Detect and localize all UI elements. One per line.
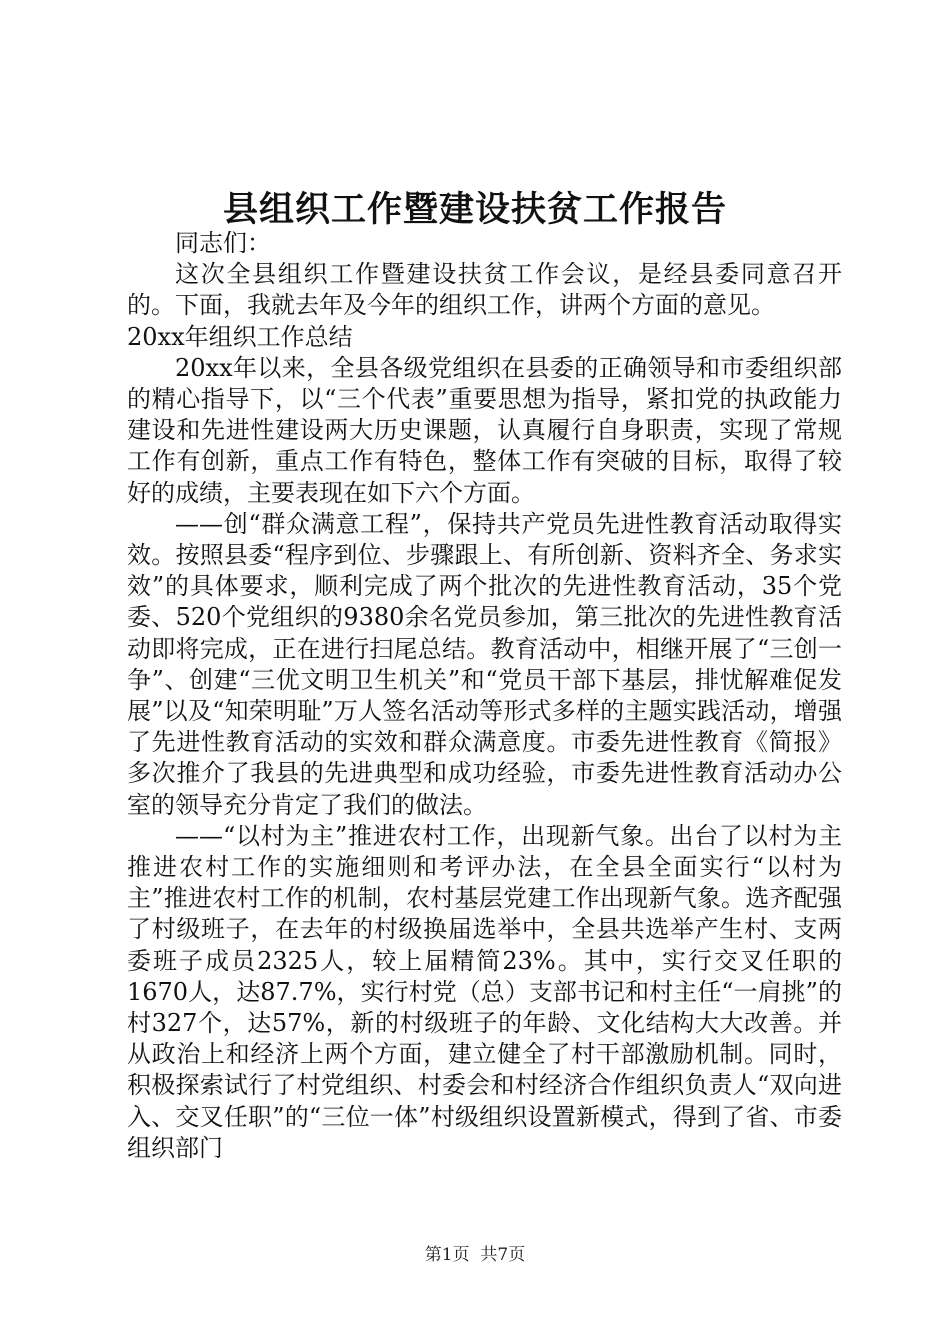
village-work-paragraph: ——“以村为主”推进农村工作，出现新气象。出台了以村为主推进农村工作的实施细则和考评办法，在全县全面实行“以村为主”推进农村工作的机制，农村基层党建工作出现新气象。选齐配强了村级班子，在去年的村级换届选举中，全县共选举产生村、支两委班子成员2325人，较上届精简23%。其中，实行交叉任职的1670人，达87.7%，实行村党（总）支部书记和村主任“一肩挑”的村327个，达57%，新的村级班子的年龄、文化结构大大改善。并从政治上和经济上两个方面，建立健全了村干部激励机制。同时，积极探索试行了村党组织、村委会和村经济合作组织负责人“双向进入、交叉任职”的“三位一体”村级组织设置新模式，得到了省、市委组织部门 [127,821,842,1162]
education-activity-paragraph: ——创“群众满意工程”，保持共产党员先进性教育活动取得实效。按照县委“程序到位、步骤跟上、有所创新、资料齐全、务求实效”的具体要求，顺利完成了两个批次的先进性教育活动，35个党委、520个党组织的9380余名党员参加，第三批次的先进性教育活动即将完成，正在进行扫尾总结。教育活动中，相继开展了“三创一争”、创建“三优文明卫生机关”和“党员干部下基层，排忧解难促发展”以及“知荣明耻”万人签名活动等形式多样的主题实践活动，增强了先进性教育活动的实效和群众满意度。市委先进性教育《简报》多次推介了我县的先进典型和成功经验，市委先进性教育活动办公室的领导充分肯定了我们的做法。 [127,509,842,819]
document-title: 县组织工作暨建设扶贫工作报告 [222,189,727,230]
page-footer [0,1240,950,1270]
salutation-paragraph: 同志们： [175,229,271,257]
section-heading: 20xx年组织工作总结 [127,322,353,351]
summary-paragraph: 20xx年以来，全县各级党组织在县委的正确领导和市委组织部的精心指导下，以“三个代表”重要思想为指导，紧扣党的执政能力建设和先进性建设两大历史课题，认真履行自身职责，实现了常规工作有创新，重点工作有特色，整体工作有突破的目标，取得了较好的成绩，主要表现在如下六个方面。 [127,353,842,507]
intro-paragraph: 这次全县组织工作暨建设扶贫工作会议，是经县委同意召开的。下面，我就去年及今年的组织工作，讲两个方面的意见。 [127,260,842,320]
page-number: 第1页 [424,1245,470,1265]
document-body [127,228,842,1164]
page-total: 共7页 [480,1245,526,1265]
